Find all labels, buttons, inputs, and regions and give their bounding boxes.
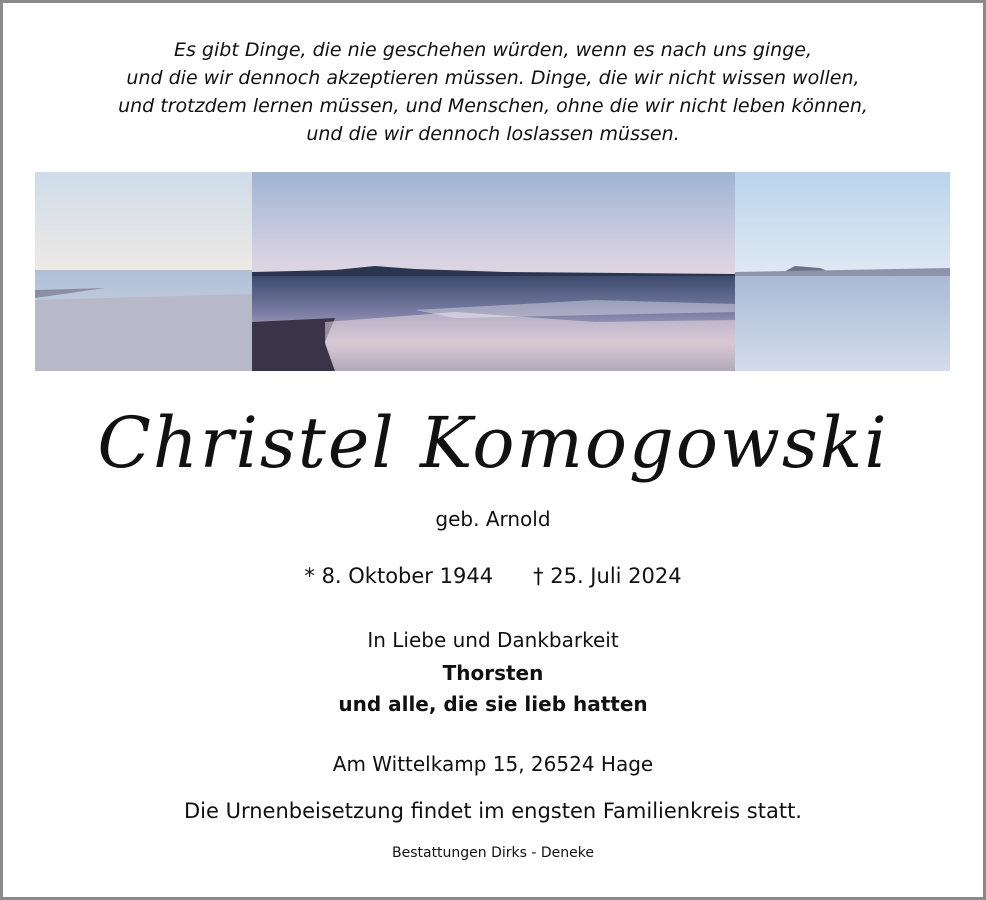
mourners-others: und alle, die sie lieb hatten bbox=[338, 692, 648, 716]
mourner-name: Thorsten bbox=[442, 661, 544, 685]
mourners-intro: In Liebe und Dankbarkeit bbox=[367, 628, 619, 652]
maiden-name: geb. Arnold bbox=[435, 507, 551, 531]
mourner-address: Am Wittelkamp 15, 26524 Hage bbox=[332, 752, 654, 776]
poem-line: Es gibt Dinge, die nie geschehen würden, wenn es nach uns ginge, bbox=[173, 39, 813, 61]
poem-line: und trotzdem lernen müssen, und Menschen, ohne die wir nicht leben können, bbox=[118, 95, 868, 117]
funeral-home: Bestattungen Dirks - Deneke bbox=[391, 845, 594, 861]
death-date: † 25. Juli 2024 bbox=[533, 564, 682, 588]
poem-line: und die wir dennoch akzeptieren müssen. Dinge, die wir nicht wissen wollen, bbox=[126, 67, 860, 89]
poem-line: und die wir dennoch loslassen müssen. bbox=[306, 123, 680, 145]
deceased-name: Christel Komogowski bbox=[97, 402, 889, 484]
birth-date: * 8. Oktober 1944 bbox=[304, 564, 494, 588]
poem-verse bbox=[0, 36, 986, 148]
burial-notice: Die Urnenbeisetzung findet im engsten Familienkreis statt. bbox=[183, 799, 802, 823]
seascape-banner-image bbox=[35, 172, 950, 371]
life-dates bbox=[0, 564, 986, 588]
